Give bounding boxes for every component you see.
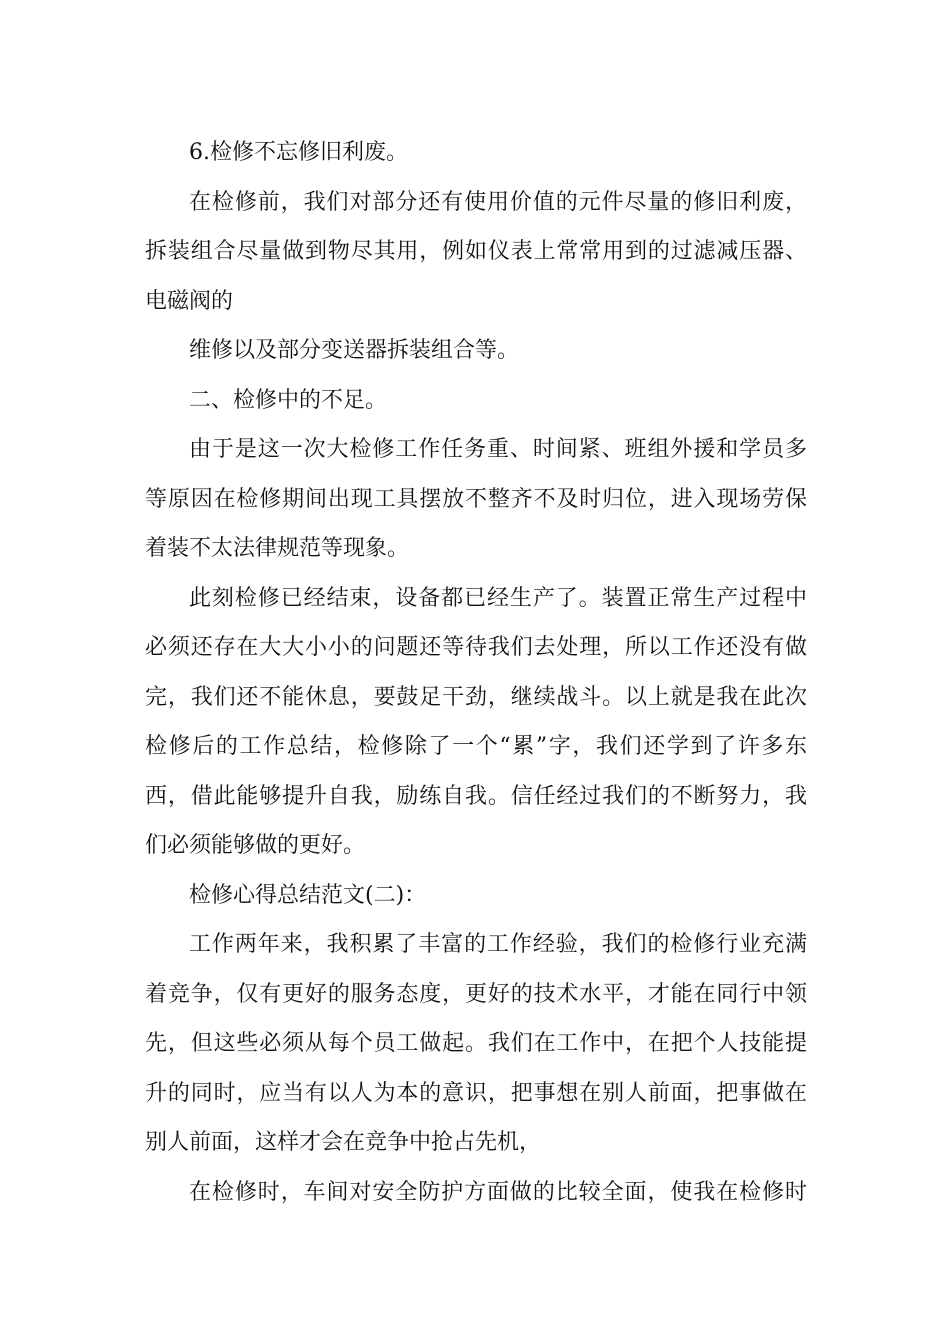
paragraph-line: 先，但这些必须从每个员工做起。我们在工作中，在把个人技能提: [145, 1031, 807, 1056]
paragraph-line: 升的同时，应当有以人为本的意识，把事想在别人前面，把事做在: [145, 1080, 807, 1106]
section-heading: 二、检修中的不足。: [189, 387, 388, 413]
paragraph-line: 别人前面，这样才会在竞争中抢占先机，: [145, 1130, 542, 1155]
paragraph-line: 着装不太法律规范等现象。: [145, 536, 410, 561]
paragraph-line: 检修后的工作总结，检修除了一个“累”字，我们还学到了许多东: [145, 734, 807, 759]
paragraph-line: 此刻检修已经结束，设备都已经生产了。装置正常生产过程中: [189, 585, 807, 611]
paragraph-line: 着竞争，仅有更好的服务态度，更好的技术水平，才能在同行中领: [145, 981, 807, 1007]
paragraph-line: 必须还存在大大小小的问题还等待我们去处理，所以工作还没有做: [145, 635, 807, 660]
paragraph-line: 等原因在检修期间出现工具摆放不整齐不及时归位，进入现场劳保: [145, 486, 807, 512]
document-body: [145, 128, 807, 1217]
paragraph-line: 由于是这一次大检修工作任务重、时间紧、班组外援和学员多: [189, 437, 807, 462]
paragraph-line: 西，借此能够提升自我，励练自我。信任经过我们的不断努力，我: [145, 783, 807, 809]
paragraph-line: 完，我们还不能休息，要鼓足干劲，继续战斗。以上就是我在此次: [145, 684, 807, 710]
paragraph-line: 工作两年来，我积累了丰富的工作经验，我们的检修行业充满: [189, 932, 807, 957]
paragraph-line: 们必须能够做的更好。: [145, 833, 366, 858]
paragraph-line: 在检修前，我们对部分还有使用价值的元件尽量的修旧利废，: [189, 189, 807, 215]
paragraph-line: 拆装组合尽量做到物尽其用，例如仪表上常常用到的过滤减压器、: [145, 239, 807, 264]
paragraph-line: 在检修时，车间对安全防护方面做的比较全面，使我在检修时: [189, 1179, 807, 1205]
section-heading: 检修心得总结范文(二)：: [189, 882, 427, 908]
paragraph-line: 电磁阀的: [145, 288, 234, 314]
paragraph-line: 维修以及部分变送器拆装组合等。: [189, 338, 520, 363]
paragraph-heading: 6.检修不忘修旧利废。: [189, 140, 408, 165]
